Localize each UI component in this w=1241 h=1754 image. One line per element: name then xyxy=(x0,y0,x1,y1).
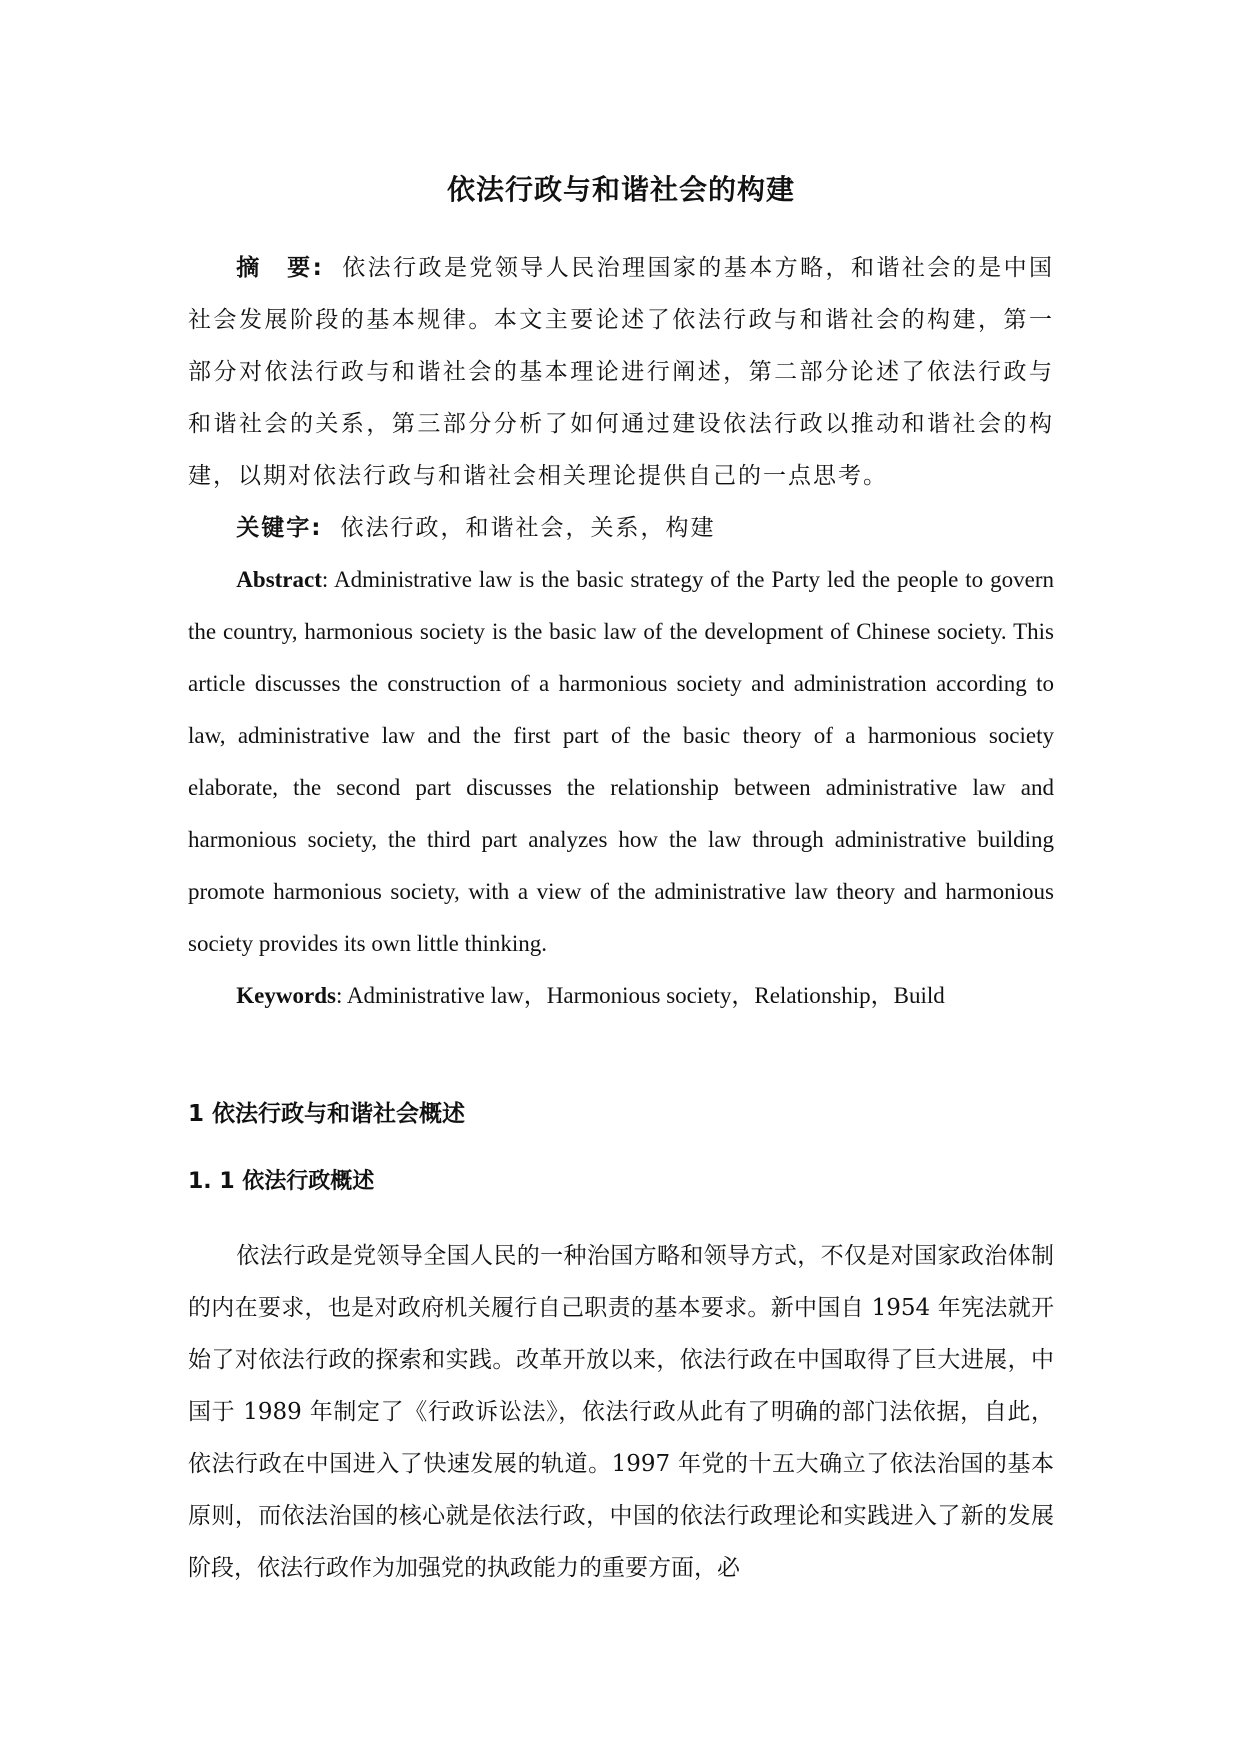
page-content xyxy=(188,170,1054,1594)
abstract-cn-label: 摘 要: xyxy=(236,255,324,281)
section-1-heading: 1 依法行政与和谐社会概述 xyxy=(188,1101,466,1127)
keywords-en-label: Keywords xyxy=(236,983,336,1008)
section-1-1-heading: 1. 1 依法行政概述 xyxy=(188,1169,375,1194)
keywords-cn-label: 关键字: xyxy=(236,515,323,541)
keywords-en-text: : Administrative law，Harmonious society，Relationship，Build xyxy=(335,983,945,1008)
abstract-en-label: Abstract xyxy=(236,567,322,592)
abstract-en xyxy=(188,554,1054,970)
section-1-1-paragraph: 依法行政是党领导全国人民的一种治国方略和领导方式，不仅是对国家政治体制的内在要求，也是对政府机关履行自己职责的基本要求。新中国自 1954 年宪法就开始了对依法行政的探索和实践。改革开放以来，依法行政在中国取得了巨大进展，中国于 1989 年制定了《行政诉讼法》，依法行政从此有了明确的部门法依据，自此，依法行政在中国进入了快速发展的轨道。1997 年党的十五大确立了依法治国的基本原则，而依法治国的核心就是依法行政，中国的依法行政理论和实践进入了新的发展阶段，依法行政作为加强党的执政能力的重要方面，必 xyxy=(188,1243,1054,1581)
keywords-cn-text: 依法行政，和谐社会，关系，构建 xyxy=(340,515,716,541)
document-title: 依法行政与和谐社会的构建 xyxy=(446,173,795,206)
abstract-cn-text: 依法行政是党领导人民治理国家的基本方略，和谐社会的是中国社会发展阶段的基本规律。本文主要论述了依法行政与和谐社会的构建，第一部分对依法行政与和谐社会的基本理论进行阐述，第二部分论述了依法行政与和谐社会的关系，第三部分分析了如何通过建设依法行政以推动和谐社会的构建，以期对依法行政与和谐社会相关理论提供自己的一点思考。 xyxy=(188,255,1055,489)
abstract-en-text: : Administrative law is the basic strategy of the Party led the people to govern the country, harmonious society is the basic law of the development of Chinese society. This article discusses the construction of a harmonious society and administration according to law, administrative law and the first part of the basic theory of a harmonious society elaborate, the second part discusses the relationship between administrative law and harmonious society, the third part analyzes how the law through administrative building promote harmonious society, with a view of the administrative law theory and harmonious society provides its own little thinking. xyxy=(188,567,1054,956)
abstract-cn xyxy=(188,242,1054,502)
keywords-cn xyxy=(188,502,1054,554)
keywords-en xyxy=(188,970,1054,1022)
